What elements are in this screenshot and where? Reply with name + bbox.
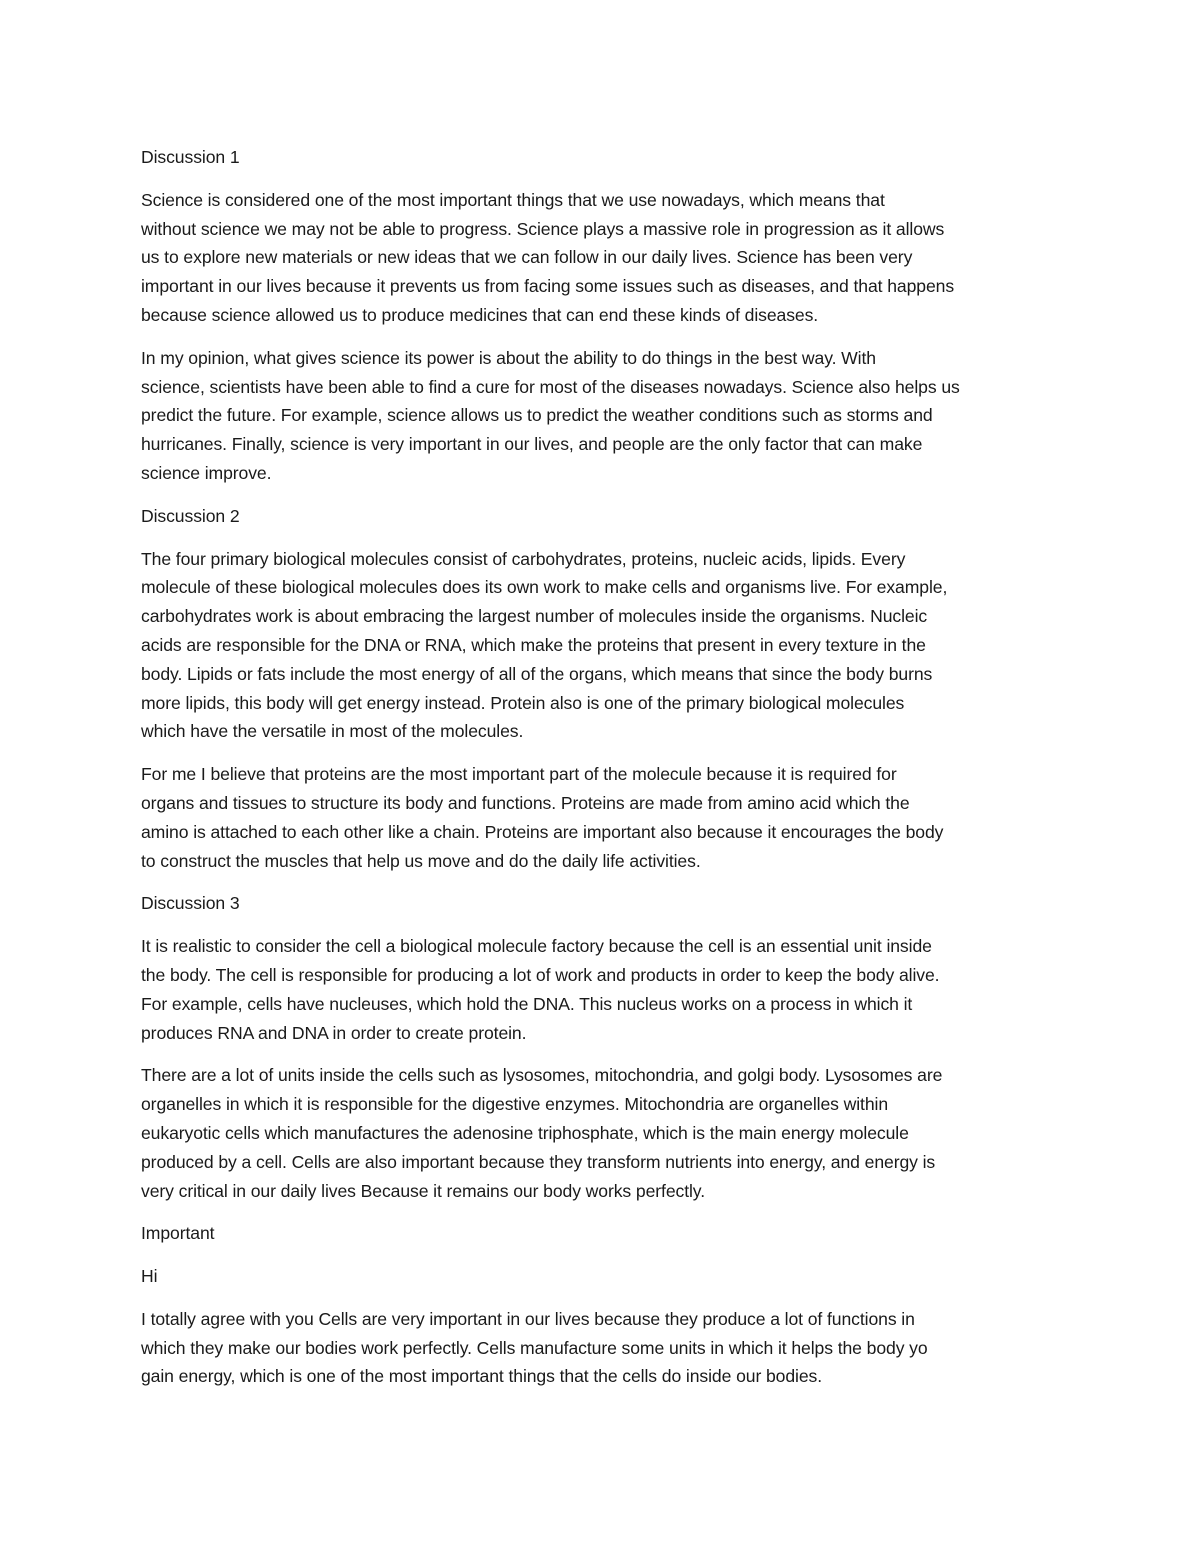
discussion-2-paragraph-2: For me I believe that proteins are the most important part of the molecule because it is required for organs and tissues to structure its body and functions. Proteins are made from amino acid which the amino is attached to each other like a chain. Proteins are important also because it encourages the body to construct the muscles that help us move and do the daily life activities.: [141, 764, 944, 871]
discussion-1-heading: Discussion 1: [141, 147, 240, 167]
important-heading: Important: [141, 1223, 215, 1244]
discussion-1-paragraph-1: Science is considered one of the most important things that we use nowadays, which means that without science we may not be able to progress. Science plays a massive role in progression as it allows us to explore new materials or new ideas that we can follow in our daily lives. Science has been very important in our lives because it prevents us from facing some issues such as diseases, and that happens because science allowed us to produce medicines that can end these kinds of diseases.: [141, 189, 955, 325]
document-body: [141, 143, 1061, 1405]
discussion-2-paragraph-1: The four primary biological molecules consist of carbohydrates, proteins, nucleic acids, lipids. Every molecule of these biological molecules does its own work to make cells and organisms live. For example, carbohydrates work is about embracing the largest number of molecules inside the organisms. Nucleic acids are responsible for the DNA or RNA, which make the proteins that present in every texture in the body. Lipids or fats include the most energy of all of the organs, which means that since the body burns more lipids, this body will get energy instead. Protein also is one of the primary biological molecules which have the versatile in most of the molecules.: [141, 548, 948, 742]
reply-greeting: Hi: [141, 1266, 158, 1287]
discussion-1-paragraph-2: In my opinion, what gives science its power is about the ability to do things in the best way. With science, scientists have been able to find a cure for most of the diseases nowadays. Science also helps us predict the future. For example, science allows us to predict the weather conditions such as storms and hurricanes. Finally, science is very important in our lives, and people are the only factor that can make science improve.: [141, 347, 960, 483]
discussion-3-heading: Discussion 3: [141, 893, 240, 914]
discussion-2-heading: Discussion 2: [141, 505, 240, 526]
discussion-3-paragraph-1: It is realistic to consider the cell a biological molecule factory because the cell is an essential unit inside the body. The cell is responsible for producing a lot of work and products in order to keep the body alive. For example, cells have nucleuses, which hold the DNA. This nucleus works on a process in which it produces RNA and DNA in order to create protein.: [141, 936, 940, 1043]
reply-paragraph: I totally agree with you Cells are very important in our lives because they produce a lot of functions in which they make our bodies work perfectly. Cells manufacture some units in which it helps the body yo gain energy, which is one of the most important things that the cells do inside our bodies.: [141, 1308, 928, 1387]
discussion-3-paragraph-2: There are a lot of units inside the cells such as lysosomes, mitochondria, and golgi body. Lysosomes are organelles in which it is responsible for the digestive enzymes. Mitochondria are organelles within eukaryotic cells which manufactures the adenosine triphosphate, which is the main energy molecule produced by a cell. Cells are also important because they transform nutrients into energy, and energy is very critical in our daily lives Because it remains our body works perfectly.: [141, 1065, 943, 1201]
